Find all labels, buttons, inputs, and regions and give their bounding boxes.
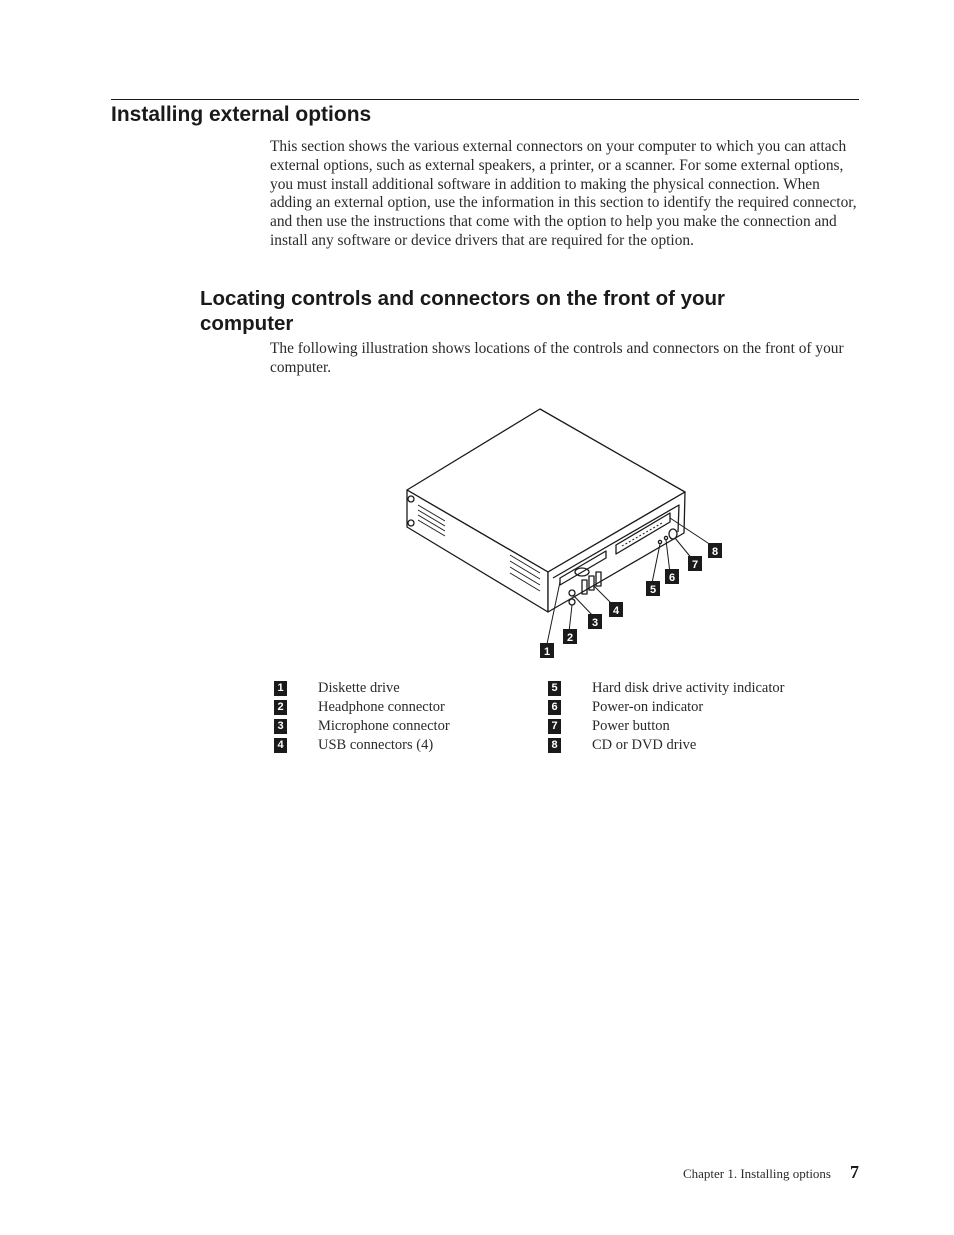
svg-text:1: 1 [543,646,551,658]
callout-8 [708,543,722,558]
callout-number: 2 [274,700,287,715]
header-rule [111,99,859,100]
legend-label: Diskette drive [318,680,400,696]
callout-2 [563,629,577,644]
callout-number: 1 [274,681,287,696]
computer-front-illustration [390,400,730,662]
legend-label: Power button [592,718,670,734]
illustration-description: The following illustration shows locations of the controls and connectors on the front of your computer. [270,340,844,376]
subsection-title: Locating controls and connectors on the front of your computer [200,287,726,335]
legend-label: CD or DVD drive [592,737,697,753]
svg-text:2: 2 [566,632,574,644]
svg-text:3: 3 [591,617,599,629]
callout-number: 6 [548,700,561,715]
legend-label: USB connectors (4) [318,737,434,753]
legend-label: Power-on indicator [592,699,704,715]
callout-4 [609,602,623,617]
svg-text:6: 6 [668,572,676,584]
callout-1 [540,643,554,658]
callout-number: 3 [274,719,287,734]
callout-number: 5 [548,681,561,696]
page-number: 7 [850,1162,859,1182]
callout-number: 7 [548,719,561,734]
intro-paragraph: This section shows the various external connectors on your computer to which you can attach external options, such as external speakers, a printer, or a scanner. For some external options, you must install additional software in addition to making the physical connection. When adding an external option, use the information in this section to identify the required connector, and then use the instructions that come with the option to help you make the connection and install any software or device drivers that are required for the option. [270,138,857,249]
svg-text:5: 5 [649,584,657,596]
svg-text:4: 4 [612,605,620,617]
legend-label: Microphone connector [318,718,450,734]
computer-body [407,409,685,612]
callout-3 [588,614,602,629]
footer-chapter: Chapter 1. Installing options [682,1166,831,1181]
callout-7 [688,556,702,571]
svg-text:8: 8 [711,546,719,558]
legend-label: Hard disk drive activity indicator [592,680,785,696]
callout-number: 4 [274,738,287,753]
svg-text:7: 7 [691,559,699,571]
section-title: Installing external options [111,103,372,126]
callout-6 [665,569,679,584]
legend-label: Headphone connector [318,699,445,715]
callout-number: 8 [548,738,561,753]
callout-5 [646,581,660,596]
